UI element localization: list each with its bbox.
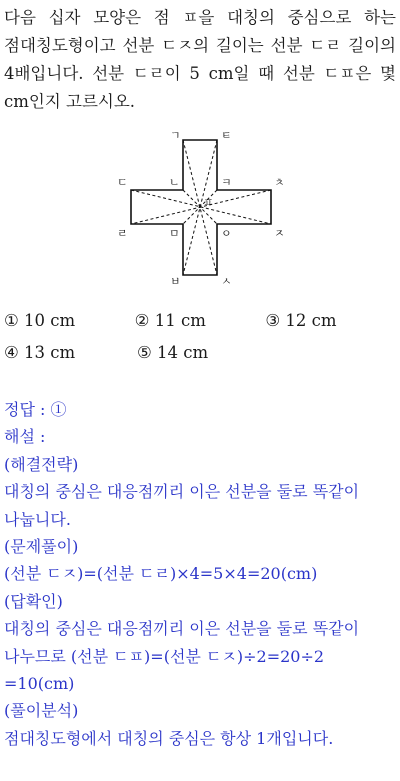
choice-4[interactable] — [4, 343, 137, 362]
answer-line: 정답 : ① — [4, 400, 67, 419]
label-s: ㅅ — [221, 275, 232, 288]
label-ch: ㅊ — [274, 176, 285, 189]
choice-4-text: 13 cm — [24, 342, 76, 362]
label-j: ㅈ — [274, 227, 285, 240]
strategy-heading: (해결전략) — [4, 454, 79, 474]
analysis-text: 점대칭도형에서 대칭의 중심은 항상 1개입니다. — [4, 728, 334, 748]
choice-1-num: ① — [4, 310, 19, 330]
label-k: ㅋ — [221, 176, 232, 189]
check-heading: (답확인) — [4, 591, 63, 611]
choice-2-num: ② — [134, 310, 150, 330]
label-t: ㅌ — [221, 129, 232, 142]
label-o: ㅇ — [221, 227, 232, 240]
solve-heading: (문제풀이) — [4, 537, 79, 557]
choice-row-2 — [4, 336, 396, 368]
choice-4-num: ④ — [4, 342, 19, 362]
check-text: 대칭의 중심은 대응점끼리 이은 선분을 둘로 똑같이 나누므로 (선분 ㄷㅍ)=(선분 ㄷㅈ)÷2=20÷2 — [4, 619, 360, 666]
label-g: ㄱ — [170, 129, 181, 142]
explanation-label: 해설 : — [4, 427, 46, 447]
answer-choices — [4, 304, 396, 368]
choice-2-text: 11 cm — [154, 310, 206, 330]
choice-3-num: ③ — [265, 310, 281, 330]
label-d: ㄷ — [117, 176, 128, 189]
choice-row-1 — [4, 304, 396, 336]
solution-section — [4, 396, 396, 752]
label-b: ㅂ — [170, 275, 181, 288]
label-n: ㄴ — [169, 176, 180, 189]
diagonal-lines — [131, 140, 271, 275]
choice-5-num: ⑤ — [137, 342, 152, 362]
choice-5[interactable] — [137, 343, 270, 362]
cross-diagram — [110, 128, 300, 290]
choice-5-text: 14 cm — [157, 342, 209, 362]
cross-figure — [110, 128, 300, 290]
problem-statement — [4, 4, 396, 116]
label-p: ㅍ — [203, 196, 214, 209]
choice-1-text: 10 cm — [24, 310, 76, 330]
analysis-heading: (풀이분석) — [4, 701, 79, 721]
choice-3-text: 12 cm — [285, 310, 337, 330]
problem-text: 다음 십자 모양은 점 ㅍ을 대칭의 중심으로 하는 점대칭도형이고 선분 ㄷㅈ의 길이는 선분 ㄷㄹ 길이의 4배입니다. 선분 ㄷㄹ이 5 cm일 때 선분 ㄷㅍ은 몇 cm인지 고르시오. — [4, 8, 396, 111]
solve-text: (선분 ㄷㅈ)=(선분 ㄷㄹ)×4=5×4=20(cm) — [4, 564, 318, 584]
choice-2[interactable] — [135, 311, 266, 330]
choice-1[interactable] — [4, 311, 135, 330]
label-r: ㄹ — [117, 227, 128, 240]
check-result: =10(cm) — [4, 674, 75, 694]
choice-3[interactable] — [265, 311, 396, 330]
label-m: ㅁ — [169, 227, 180, 240]
strategy-text: 대칭의 중심은 대응점끼리 이은 선분을 둘로 똑같이 나눕니다. — [4, 482, 360, 529]
